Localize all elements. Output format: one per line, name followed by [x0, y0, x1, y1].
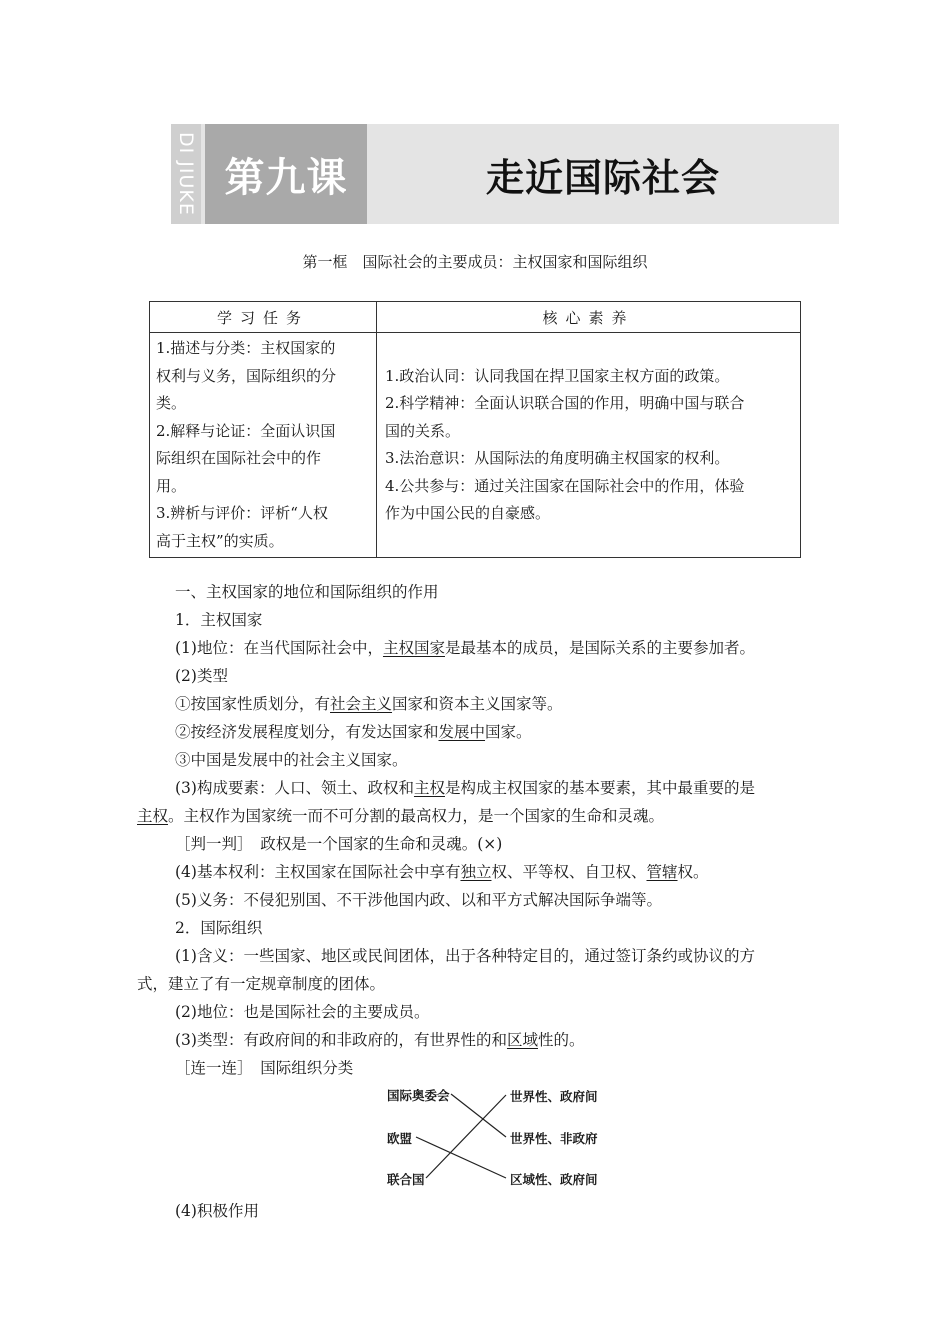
match-line-un: [426, 1095, 506, 1178]
paragraph-definition-cont: 式，建立了有一定规章制度的团体。: [137, 975, 386, 993]
category-regional-intergov: 区域性、政府间: [510, 1172, 598, 1187]
category-global-ngo: 世界性、非政府: [510, 1131, 598, 1146]
subheading-sovereign-state: 1．主权国家: [175, 611, 263, 629]
blank-answer: 主权: [137, 807, 169, 825]
blank-answer: 独立: [460, 863, 492, 881]
org-eu: 欧盟: [387, 1131, 413, 1146]
paragraph-china: ③中国是发展中的社会主义国家。: [175, 751, 408, 769]
match-line-eu: [416, 1137, 506, 1178]
org-un: 联合国: [387, 1172, 425, 1187]
blank-answer: 发展中: [438, 723, 486, 741]
banner-side-text: DI JIUKE: [171, 124, 201, 224]
task-line: 2.解释与论证：全面认识国: [156, 421, 336, 440]
competency-line: 2.科学精神：全面认识联合国的作用，明确中国与联合: [385, 394, 745, 412]
competency-line: 国的关系。: [385, 421, 461, 440]
matching-exercise-label: ［连一连］ 国际组织分类: [175, 1059, 354, 1077]
task-line: 权利与义务，国际组织的分: [156, 366, 337, 385]
matching-lines: [380, 1082, 620, 1192]
paragraph-positive-role: (4)积极作用: [175, 1202, 259, 1220]
matching-diagram: [380, 1082, 620, 1192]
competency-line: 作为中国公民的自豪感。: [385, 504, 551, 522]
task-line: 用。: [156, 476, 187, 495]
paragraph-elements: (3)构成要素：人口、领土、政权和主权是构成主权国家的基本要素，其中最重要的是: [175, 779, 755, 797]
paragraph-elements-cont: 主权。主权作为国家统一而不可分割的最高权力，是一个国家的生命和灵魂。: [137, 807, 665, 825]
paragraph-org-status: (2)地位：也是国际社会的主要成员。: [175, 1003, 430, 1021]
blank-answer: 区域: [506, 1031, 538, 1049]
paragraph-definition: (1)含义：一些国家、地区或民间团体，出于各种特定目的，通过签订条约或协议的方: [175, 947, 755, 965]
blank-answer: 管辖: [646, 863, 678, 881]
section-subtitle: 第一框 国际社会的主要成员：主权国家和国际组织: [302, 253, 648, 271]
competency-line: 1.政治认同：认同我国在捍卫国家主权方面的政策。: [385, 366, 730, 385]
task-line: 类。: [156, 394, 187, 412]
task-line: 3.辨析与评价：评析“人权: [156, 504, 328, 522]
lesson-number: 第九课: [205, 124, 367, 224]
judge-exercise: ［判一判］ 政权是一个国家的生命和灵魂。(×): [175, 835, 503, 853]
paragraph-types: (2)类型: [175, 667, 228, 685]
category-global-intergov: 世界性、政府间: [510, 1089, 598, 1104]
core-competencies-cell: [377, 333, 801, 558]
paragraph-org-types: (3)类型：有政府间的和非政府的，有世界性的和区域性的。: [175, 1031, 585, 1049]
table-header-competencies: 核心素养: [377, 302, 801, 333]
paragraph-rights: (4)基本权利：主权国家在国际社会中享有独立权、平等权、自卫权、管辖权。: [175, 863, 709, 881]
learning-task-table: [149, 301, 801, 558]
match-line-ioc: [451, 1094, 506, 1137]
task-line: 高于主权”的实质。: [156, 531, 284, 550]
section-heading: 一、主权国家的地位和国际组织的作用: [175, 583, 439, 601]
task-line: 际组织在国际社会中的作: [156, 449, 322, 467]
table-header-tasks: 学习任务: [150, 302, 377, 333]
competency-line: 4.公共参与：通过关注国家在国际社会中的作用，体验: [385, 476, 745, 495]
learning-tasks-cell: [150, 333, 377, 558]
org-ioc: 国际奥委会: [387, 1088, 450, 1103]
paragraph-status: (1)地位：在当代国际社会中，主权国家是最基本的成员，是国际关系的主要参加者。: [175, 639, 755, 657]
paragraph-type-nature: ①按国家性质划分，有社会主义国家和资本主义国家等。: [175, 695, 563, 713]
blank-answer: 主权国家: [382, 639, 445, 657]
blank-answer: 社会主义: [330, 695, 393, 713]
competency-line: 3.法治意识：从国际法的角度明确主权国家的权利。: [385, 449, 730, 467]
subheading-intl-org: 2．国际组织: [175, 919, 263, 937]
paragraph-duties: (5)义务：不侵犯别国、不干涉他国内政、以和平方式解决国际争端等。: [175, 891, 662, 909]
chapter-title: 走近国际社会: [485, 155, 720, 200]
blank-answer: 主权: [413, 779, 445, 797]
task-line: 1.描述与分类：主权国家的: [156, 339, 336, 357]
paragraph-type-economy: ②按经济发展程度划分，有发达国家和发展中国家。: [175, 723, 532, 741]
